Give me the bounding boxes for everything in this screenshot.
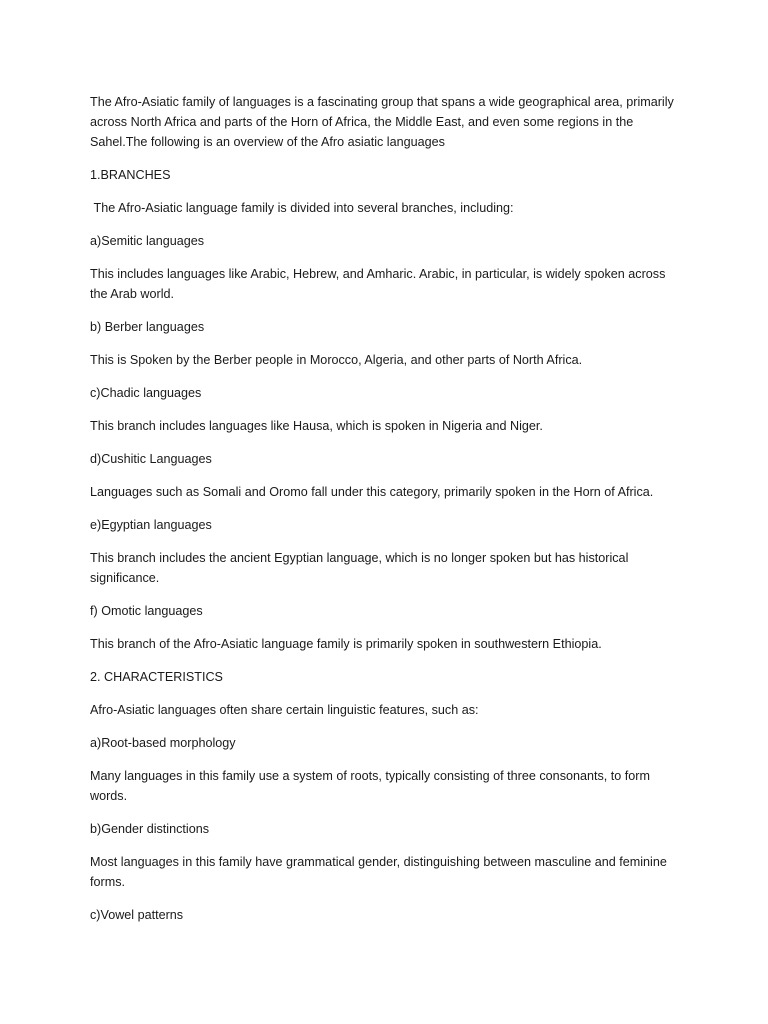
- subheading-berber: b) Berber languages: [90, 320, 205, 334]
- berber-description: This is Spoken by the Berber people in Morocco, Algeria, and other parts of North Africa.: [90, 353, 583, 367]
- section-heading-characteristics: 2. CHARACTERISTICS: [90, 670, 223, 684]
- omotic-description: This branch of the Afro-Asiatic language family is primarily spoken in southwestern Ethiopia.: [90, 637, 602, 651]
- intro-paragraph: The Afro-Asiatic family of languages is a fascinating group that spans a wide geographical area, primarily across North Africa and parts of the Horn of Africa, the Middle East, and even some regions in the Sahel.The following is an overview of the Afro asiatic languages: [90, 95, 674, 149]
- egyptian-description: This branch includes the ancient Egyptian language, which is no longer spoken but has historical significance.: [90, 551, 629, 585]
- chadic-description: This branch includes languages like Hausa, which is spoken in Nigeria and Niger.: [90, 419, 543, 433]
- gender-description: Most languages in this family have grammatical gender, distinguishing between masculine and feminine forms.: [90, 855, 667, 889]
- subheading-semitic: a)Semitic languages: [90, 234, 205, 248]
- subheading-vowel-patterns: c)Vowel patterns: [90, 908, 184, 922]
- document-page: [90, 92, 682, 938]
- branches-intro: The Afro-Asiatic language family is divided into several branches, including:: [90, 201, 514, 215]
- subheading-gender: b)Gender distinctions: [90, 822, 210, 836]
- subheading-egyptian: e)Egyptian languages: [90, 518, 212, 532]
- characteristics-intro: Afro-Asiatic languages often share certain linguistic features, such as:: [90, 703, 479, 717]
- subheading-root-morphology: a)Root-based morphology: [90, 736, 236, 750]
- subheading-cushitic: d)Cushitic Languages: [90, 452, 212, 466]
- semitic-description: This includes languages like Arabic, Hebrew, and Amharic. Arabic, in particular, is widely spoken across the Arab world.: [90, 267, 666, 301]
- subheading-chadic: c)Chadic languages: [90, 386, 202, 400]
- root-morphology-description: Many languages in this family use a system of roots, typically consisting of three consonants, to form words.: [90, 769, 650, 803]
- cushitic-description: Languages such as Somali and Oromo fall under this category, primarily spoken in the Horn of Africa.: [90, 485, 654, 499]
- subheading-omotic: f) Omotic languages: [90, 604, 203, 618]
- section-heading-branches: 1.BRANCHES: [90, 168, 171, 182]
